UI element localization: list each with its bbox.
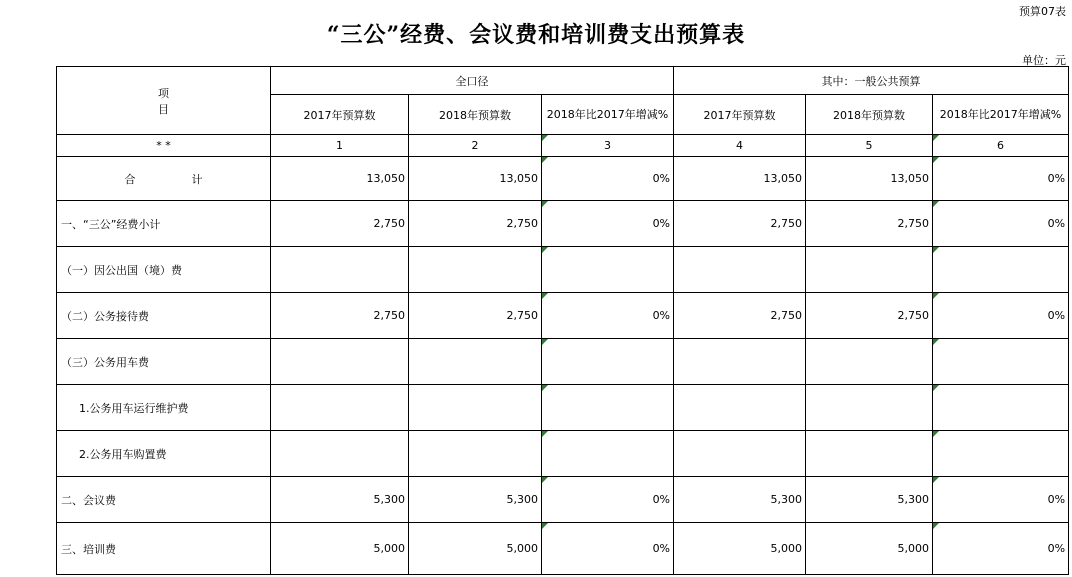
- value-cell: [806, 247, 933, 293]
- value-cell: [542, 385, 674, 431]
- value-cell: [542, 247, 674, 293]
- value-cell: 2,750: [409, 293, 542, 339]
- value-cell: [674, 385, 806, 431]
- page-title: “三公”经费、会议费和培训费支出预算表: [326, 22, 746, 48]
- value-cell: 2,750: [409, 201, 542, 247]
- row-label: （三）公务用车费: [57, 339, 271, 385]
- value-cell: 2,750: [674, 201, 806, 247]
- value-cell: 0%: [542, 293, 674, 339]
- value-cell: 5,300: [674, 477, 806, 523]
- col-header-ratio: 2018年比2017年增减%: [542, 95, 674, 135]
- table-row: [57, 293, 1069, 339]
- value-cell: [806, 385, 933, 431]
- index-cell: * *: [57, 135, 271, 157]
- value-cell: 0%: [542, 523, 674, 575]
- row-label: 二、会议费: [57, 477, 271, 523]
- table-row: [57, 523, 1069, 575]
- value-cell: 5,000: [409, 523, 542, 575]
- index-row: [57, 135, 1069, 157]
- col-header-2017: 2017年预算数: [271, 95, 409, 135]
- value-cell: [933, 339, 1069, 385]
- col-header-ratio: 2018年比2017年增减%: [933, 95, 1069, 135]
- col-header-2018: 2018年预算数: [409, 95, 542, 135]
- table-row: [57, 477, 1069, 523]
- index-cell: 2: [409, 135, 542, 157]
- value-cell: 0%: [542, 477, 674, 523]
- row-label: 合 计: [57, 157, 271, 201]
- row-label: 2.公务用车购置费: [57, 431, 271, 477]
- value-cell: 0%: [933, 201, 1069, 247]
- value-cell: 13,050: [271, 157, 409, 201]
- value-cell: [806, 431, 933, 477]
- value-cell: 0%: [933, 477, 1069, 523]
- value-cell: 2,750: [806, 201, 933, 247]
- value-cell: [674, 339, 806, 385]
- table-row: [57, 385, 1069, 431]
- value-cell: 5,300: [409, 477, 542, 523]
- value-cell: [271, 431, 409, 477]
- row-label: 一、“三公”经费小计: [57, 201, 271, 247]
- row-label: 1.公务用车运行维护费: [57, 385, 271, 431]
- group-header-general: 其中：一般公共预算: [674, 67, 1069, 95]
- value-cell: 0%: [542, 201, 674, 247]
- value-cell: [409, 431, 542, 477]
- index-cell: 3: [542, 135, 674, 157]
- row-label: （一）因公出国（境）费: [57, 247, 271, 293]
- value-cell: 2,750: [271, 201, 409, 247]
- value-cell: [409, 339, 542, 385]
- table-row: [57, 247, 1069, 293]
- value-cell: 0%: [933, 293, 1069, 339]
- index-cell: 5: [806, 135, 933, 157]
- value-cell: 13,050: [806, 157, 933, 201]
- budget-table: [56, 66, 1069, 575]
- value-cell: 0%: [542, 157, 674, 201]
- value-cell: 5,000: [806, 523, 933, 575]
- value-cell: 13,050: [409, 157, 542, 201]
- value-cell: [271, 385, 409, 431]
- value-cell: 0%: [933, 157, 1069, 201]
- unit-label: 单位：元: [1022, 54, 1066, 67]
- value-cell: [674, 247, 806, 293]
- value-cell: [542, 339, 674, 385]
- value-cell: 5,000: [674, 523, 806, 575]
- table-row: [57, 201, 1069, 247]
- value-cell: 5,000: [271, 523, 409, 575]
- value-cell: [933, 247, 1069, 293]
- value-cell: 2,750: [674, 293, 806, 339]
- index-cell: 1: [271, 135, 409, 157]
- col-header-2018: 2018年预算数: [806, 95, 933, 135]
- item-header-cell: [57, 67, 271, 135]
- table-row: [57, 431, 1069, 477]
- value-cell: 5,300: [271, 477, 409, 523]
- value-cell: [674, 431, 806, 477]
- index-cell: 6: [933, 135, 1069, 157]
- value-cell: 13,050: [674, 157, 806, 201]
- value-cell: 2,750: [271, 293, 409, 339]
- row-label: 三、培训费: [57, 523, 271, 575]
- value-cell: [271, 339, 409, 385]
- value-cell: [271, 247, 409, 293]
- value-cell: 0%: [933, 523, 1069, 575]
- value-cell: [933, 431, 1069, 477]
- value-cell: [542, 431, 674, 477]
- index-cell: 4: [674, 135, 806, 157]
- table-row: [57, 339, 1069, 385]
- form-number: 预算07表: [1019, 5, 1066, 18]
- value-cell: [409, 385, 542, 431]
- value-cell: 2,750: [806, 293, 933, 339]
- item-header-line2: 目: [158, 102, 169, 116]
- value-cell: [409, 247, 542, 293]
- table-row: [57, 157, 1069, 201]
- group-header-full: 全口径: [271, 67, 674, 95]
- item-header-line1: 项: [158, 86, 169, 100]
- col-header-2017: 2017年预算数: [674, 95, 806, 135]
- value-cell: [806, 339, 933, 385]
- value-cell: [933, 385, 1069, 431]
- value-cell: 5,300: [806, 477, 933, 523]
- row-label: （二）公务接待费: [57, 293, 271, 339]
